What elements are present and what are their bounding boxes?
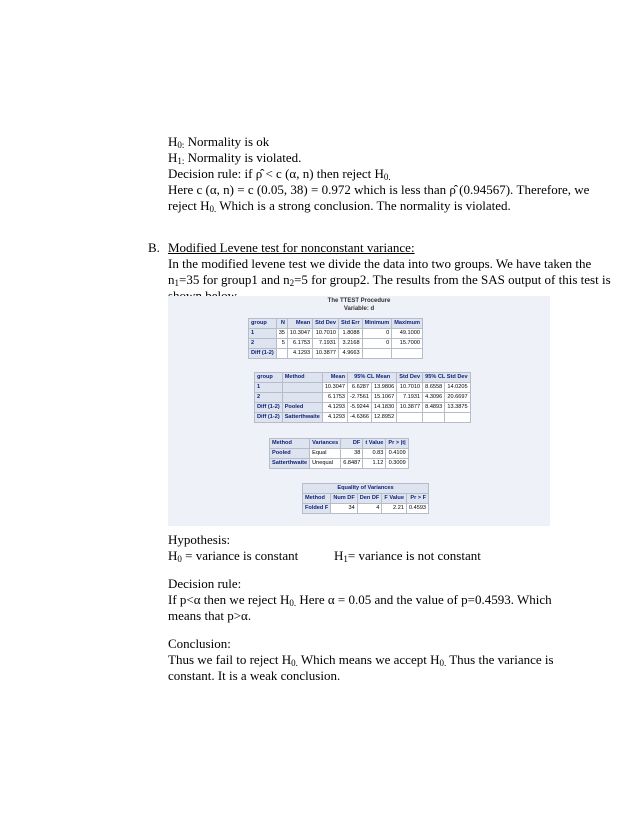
strong-conclusion-line: reject $H_{0.}$ Which is a strong conclusion. The normality is violated. [168,198,511,214]
decision-heading: Decision rule: [168,576,242,591]
table-cell: 34 [331,504,357,514]
table-cell [282,393,322,403]
table-cell: 15.7000 [392,339,423,349]
table-header: Method [270,439,310,449]
table-cell: 49.1000 [392,329,423,339]
sas-variable-label: Variable: d [343,306,375,312]
table-header: Minimum [362,319,392,329]
table-cell: 4.1293 [287,349,312,359]
table-cell: Diff (1-2) [255,403,283,413]
critical-value-line: Here c (α, n) = c (0.05, 38) = 0.972 which is less than ρ̂ (0.94567). Therefore, we [168,182,590,197]
table-header: group [249,319,277,329]
table-cell: 0.4593 [406,504,428,514]
table-cell [282,383,322,393]
table-cell: 10.3877 [397,403,423,413]
table-cell: 0.3009 [386,459,408,469]
table-cell: 8.4893 [423,403,445,413]
table-row [303,504,429,514]
table-cell: 0.4109 [386,449,408,459]
table-row [249,339,423,349]
table-header: F Value [382,494,407,504]
table-caption: Equality of Variances [303,484,429,494]
table-cell: 10.3047 [287,329,312,339]
table-row [249,349,423,359]
table-row [255,393,471,403]
table-cell: 0.83 [363,449,386,459]
table-header: N [276,319,287,329]
hypothesis-h0: $H_0$ = variance is constant [168,548,299,564]
table-header: Pr > |t| [386,439,408,449]
table-cell: 12.8952 [372,413,397,423]
table-cell: 10.3047 [322,383,347,393]
table-cell: -4.6366 [348,413,372,423]
table-cell [397,413,423,423]
table-header-row [255,373,471,383]
table-cell: 4.9663 [338,349,362,359]
table-cell: 1 [255,383,283,393]
table-cell: 4 [357,504,382,514]
conclusion-line2: constant. It is a weak conclusion. [168,668,341,683]
h1-line: $H_{1:}$ Normality is violated. [168,150,302,166]
table-cell: 6.1753 [287,339,312,349]
table-header: Method [282,373,322,383]
table-cell: 13.9806 [372,383,397,393]
table-cell: 3.2168 [338,339,362,349]
table-cell: 13.3875 [445,403,470,413]
table-cell: 4.3096 [423,393,445,403]
table-cell: Satterthwaite [282,413,322,423]
levene-intro-line2: $n_1=35$ for group1 and $n_2=5$ for group2. The results from the SAS output of this test is [168,272,611,288]
table-header: group [255,373,283,383]
table-cell: 4.1293 [322,413,347,423]
table-header: Std Err [338,319,362,329]
table-cell: 4.1293 [322,403,347,413]
h0-line: $H_{0:}$ Normality is ok [168,134,270,150]
table-row [270,449,409,459]
table-cell [362,349,392,359]
table-cell: 2 [255,393,283,403]
table-header: Num DF [331,494,357,504]
hypothesis-h1: $H_1=$ variance is not constant [334,548,481,564]
table-cell: 10.7010 [397,383,423,393]
table-row [249,329,423,339]
table-cell: 15.1067 [372,393,397,403]
table-header: Variances [310,439,341,449]
table-cell: 7.1931 [313,339,339,349]
table-header-row [249,319,423,329]
table-cell: 2 [249,339,277,349]
table-cell: 1.8088 [338,329,362,339]
table-cell: Pooled [270,449,310,459]
table-row [255,413,471,423]
table-header: Std Dev [313,319,339,329]
table-header: Mean [287,319,312,329]
table-cell [392,349,423,359]
table-cell [445,413,470,423]
stats-table [248,318,423,359]
hypothesis-heading: Hypothesis: [168,532,231,547]
table-cell: 0 [362,329,392,339]
equality-variances-table [302,483,429,514]
table-cell: -5.9244 [348,403,372,413]
table-cell: Satterthwaite [270,459,310,469]
section-b-heading: Modified Levene test for nonconstant variance: [168,240,415,255]
table-cell: 10.7010 [313,329,339,339]
table-cell: Equal [310,449,341,459]
table-cell: 14.1830 [372,403,397,413]
decision-line2: means that p>α. [168,608,252,623]
conclusion-line1: Thus we fail to reject $H_{0.}$ Which means we accept $H_{0.}$ Thus the variance is [168,652,554,668]
table-header-row [303,494,429,504]
decision-rule-line: Decision rule: if ρ̂ < c (α, n) then reject $H_{0.}$ [168,166,391,182]
table-cell [276,349,287,359]
table-header: 95% CL Std Dev [423,373,471,383]
table-header: Std Dev [397,373,423,383]
table-row [255,403,471,413]
table-header: Den DF [357,494,382,504]
table-cell: 6.8487 [341,459,363,469]
table-header: Pr > F [406,494,428,504]
table-cell: Unequal [310,459,341,469]
table-cell [423,413,445,423]
levene-intro-line1: In the modified levene test we divide the data into two groups. We have taken the [168,256,592,271]
table-row [270,459,409,469]
table-cell: 14.0205 [445,383,470,393]
table-header: Mean [322,373,347,383]
sas-procedure-title: The TTEST Procedure [327,298,391,304]
table-cell: 6.6287 [348,383,372,393]
table-cell: 2.21 [382,504,407,514]
table-header-row [270,439,409,449]
table-row [255,383,471,393]
table-cell: 1.12 [363,459,386,469]
table-cell: 6.1753 [322,393,347,403]
table-header: t Value [363,439,386,449]
table-cell: Diff (1-2) [255,413,283,423]
decision-line1: If p<α then we reject $H_{0.}$ Here α = 0.05 and the value of p=0.4593. Which [168,592,552,608]
table-cell: 35 [276,329,287,339]
table-cell: 10.3877 [313,349,339,359]
table-header: Method [303,494,331,504]
table-cell: 38 [341,449,363,459]
table-caption-row [303,484,429,494]
conclusion-heading: Conclusion: [168,636,231,651]
sas-output-panel [168,296,550,526]
section-b-label: B. [148,240,160,255]
table-cell: 20.6697 [445,393,470,403]
table-cell: 1 [249,329,277,339]
table-cell: 0 [362,339,392,349]
table-header: DF [341,439,363,449]
table-cell: Folded F [303,504,331,514]
table-cell: -2.7561 [348,393,372,403]
confidence-limits-table [254,372,471,423]
table-cell: 8.6558 [423,383,445,393]
table-cell: 5 [276,339,287,349]
table-cell: Diff (1-2) [249,349,277,359]
table-header: Maximum [392,319,423,329]
table-cell: 7.1931 [397,393,423,403]
table-cell: Pooled [282,403,322,413]
table-header: 95% CL Mean [348,373,397,383]
ttest-table [269,438,409,469]
